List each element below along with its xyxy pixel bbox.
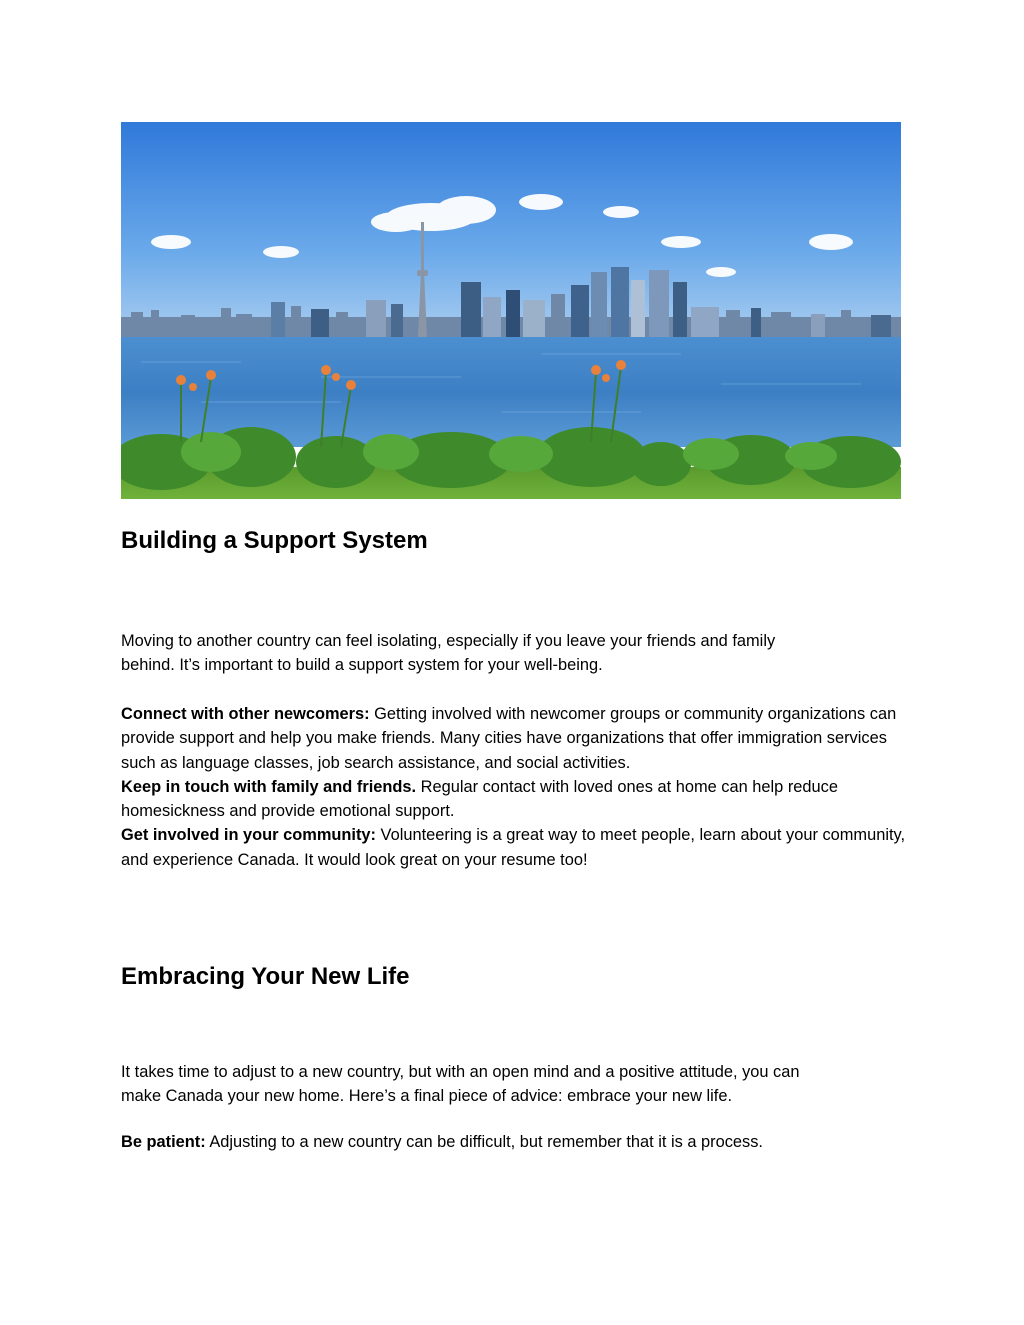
support-intro-line1: Moving to another country can feel isolating, especially if you leave your friends and family — [121, 632, 776, 650]
section-heading-new-life: Embracing Your New Life — [121, 963, 410, 990]
section-heading-support: Building a Support System — [121, 527, 428, 554]
tip-label: Get involved in your community: — [121, 826, 376, 845]
new-life-intro-line1: It takes time to adjust to a new country, but with an open mind and a positive attitude, you can — [121, 1063, 800, 1081]
tip-be-patient — [121, 1133, 763, 1151]
toronto-skyline-photo — [121, 122, 901, 499]
tip-connect-newcomers — [121, 705, 896, 772]
tip-label: Connect with other newcomers: — [121, 705, 370, 723]
tip-text: Regular contact with loved ones at home can help reduce homesickness and provide emotional support. — [121, 777, 838, 821]
tip-get-involved — [121, 826, 905, 868]
new-life-tips-list — [121, 1130, 911, 1154]
tip-label: Keep in touch with family and friends. — [121, 777, 417, 796]
support-tips-list — [121, 702, 911, 872]
tip-label: Be patient: — [121, 1133, 206, 1151]
tip-text: Adjusting to a new country can be difficult, but remember that it is a process. — [205, 1133, 763, 1151]
support-intro-paragraph — [121, 629, 911, 678]
tip-keep-in-touch — [121, 778, 838, 820]
tip-text: Getting involved with newcomer groups or community organizations can provide support and help you make friends. Many cities have organizations that offer immigration services such as language classes, job search assistance, and social activities. — [121, 705, 897, 772]
new-life-intro-line2: make Canada your new home. Here’s a final piece of advice: embrace your new life. — [121, 1087, 733, 1106]
new-life-intro-paragraph — [121, 1060, 911, 1109]
tip-text: Volunteering is a great way to meet people, learn about your community, and experience Canada. It would look great on your resume too! — [121, 826, 906, 869]
support-intro-line2: behind. It’s important to build a support system for your well-being. — [121, 656, 603, 675]
